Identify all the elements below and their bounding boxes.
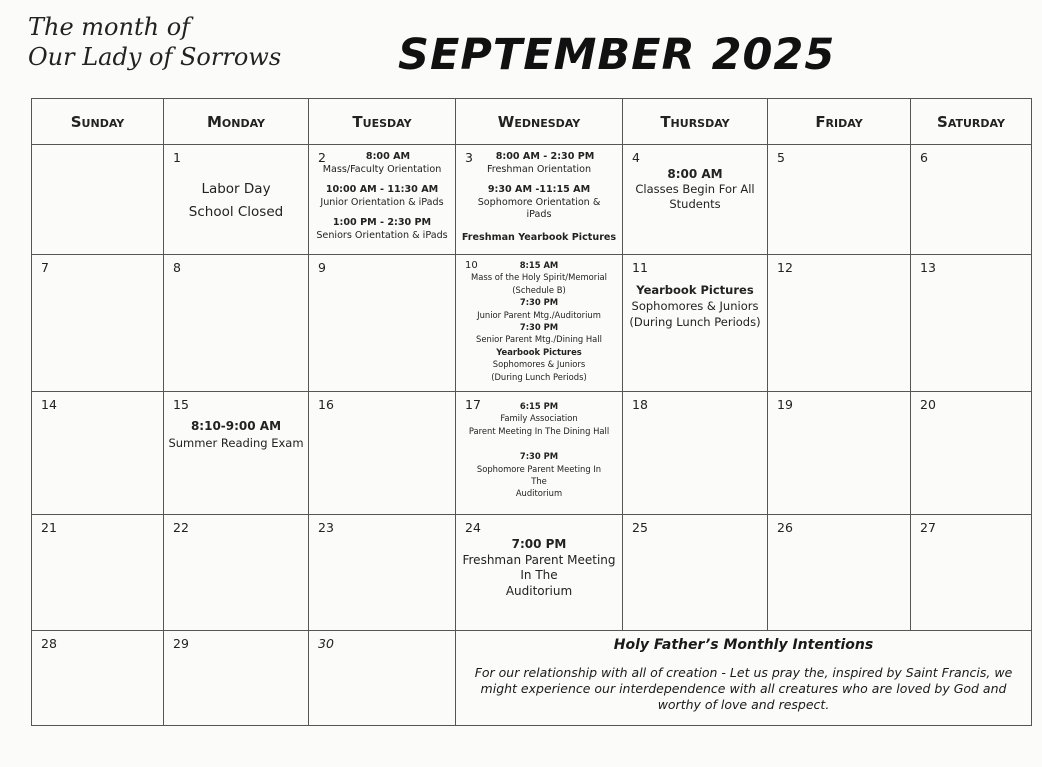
day-cell-10 (456, 255, 623, 392)
day-cell-30 (309, 631, 456, 726)
day-cell-18 (623, 392, 768, 515)
day-cell-29 (164, 631, 309, 726)
day-number: 3 (465, 150, 473, 165)
event-text: Junior Orientation & iPads (320, 196, 444, 208)
day-number: 10 (465, 260, 478, 271)
day-cell-16 (309, 392, 456, 515)
day-number: 4 (632, 150, 640, 165)
day-number: 5 (777, 150, 785, 165)
day-number: 22 (173, 520, 189, 535)
intentions-title: Holy Father’s Monthly Intentions (613, 637, 874, 653)
weekday-thursday: Thursday (623, 99, 768, 145)
day-cell-5 (768, 145, 911, 255)
calendar-title: SEPTEMBER 2025 (398, 30, 836, 80)
weekday-saturday: Saturday (911, 99, 1032, 145)
event-text: The (531, 476, 547, 487)
day-number: 8 (173, 260, 181, 275)
event-labor-day (164, 145, 308, 224)
day-number: 21 (41, 520, 57, 535)
subtitle-line-1: The month of (28, 13, 191, 41)
event-time: 6:15 PM (519, 401, 559, 411)
day-cell-15 (164, 392, 309, 515)
event-title: Yearbook Pictures (636, 283, 754, 297)
event-time: 10:00 AM - 11:30 AM (325, 184, 439, 195)
event-text: Senior Parent Mtg./Dining Hall (476, 334, 602, 345)
day-number: 16 (318, 397, 334, 412)
event-text: Sophomore Orientation & iPads (477, 196, 601, 220)
event-time: 1:00 PM - 2:30 PM (332, 217, 432, 228)
weekday-monday: Monday (164, 99, 309, 145)
day-number: 9 (318, 260, 326, 275)
day-cell-19 (768, 392, 911, 515)
event-time: 9:30 AM -11:15 AM (487, 184, 591, 195)
event-text: In The (520, 568, 558, 582)
day-events (623, 145, 767, 212)
day-number: 12 (777, 260, 793, 275)
week-row-1 (32, 145, 1032, 255)
event-time: Freshman Yearbook Pictures (461, 231, 617, 243)
event-text: Auditorium (515, 488, 563, 499)
week-row-4 (32, 515, 1032, 631)
day-number: 27 (920, 520, 936, 535)
day-events (456, 255, 622, 383)
day-number: 26 (777, 520, 793, 535)
event-text: Mass of the Holy Spirit/Memorial (471, 272, 607, 283)
weekday-wednesday: Wednesday (456, 99, 623, 145)
event-time: Yearbook Pictures (496, 346, 582, 357)
event-text: Mass/Faculty Orientation (322, 163, 442, 175)
event-time: 7:30 PM (519, 451, 559, 462)
day-cell-25 (623, 515, 768, 631)
day-number: 24 (465, 520, 481, 535)
day-number: 1 (173, 150, 181, 165)
event-text: Junior Parent Mtg./Auditorium (477, 309, 601, 320)
event-text: Freshman Orientation (486, 163, 592, 175)
event-time: 8:00 AM (667, 167, 723, 181)
week-row-5 (32, 631, 1032, 726)
day-cell-27 (911, 515, 1032, 631)
day-cell-22 (164, 515, 309, 631)
day-cell-9 (309, 255, 456, 392)
day-cell-6 (911, 145, 1032, 255)
day-number: 13 (920, 260, 936, 275)
day-number: 30 (318, 636, 334, 651)
day-cell-26 (768, 515, 911, 631)
event-text: Classes Begin For All Students (635, 182, 755, 211)
day-cell-14 (32, 392, 164, 515)
day-cell-4 (623, 145, 768, 255)
event-text: Auditorium (505, 583, 573, 598)
day-cell-8 (164, 255, 309, 392)
weekday-tuesday: Tuesday (309, 99, 456, 145)
event-time: 8:10-9:00 AM (190, 419, 282, 433)
event-time: 8:00 AM - 2:30 PM (495, 151, 595, 162)
monthly-intentions (456, 631, 1032, 726)
event-time: 7:00 PM (511, 537, 567, 551)
day-cell-13 (911, 255, 1032, 392)
event-text: Freshman Parent Meeting (462, 552, 616, 567)
day-number: 29 (173, 636, 189, 651)
day-number: 25 (632, 520, 648, 535)
week-row-3 (32, 392, 1032, 515)
day-number: 20 (920, 397, 936, 412)
event-text: (Schedule B) (512, 284, 566, 295)
day-number: 15 (173, 397, 189, 412)
day-cell-12 (768, 255, 911, 392)
day-number: 7 (41, 260, 49, 275)
day-events (456, 145, 622, 244)
weekday-sunday: Sunday (32, 99, 164, 145)
event-text: (During Lunch Periods) (629, 315, 761, 329)
event-time: 7:30 PM (519, 297, 559, 308)
day-number: 2 (318, 150, 326, 165)
event-time: 7:30 PM (519, 322, 559, 333)
event-text: Family Association (500, 413, 578, 424)
day-number: 11 (632, 260, 648, 275)
day-cell-1 (164, 145, 309, 255)
event-text: Sophomore Parent Meeting In (476, 463, 602, 474)
week-row-2 (32, 255, 1032, 392)
intentions-body: For our relationship with all of creation - Let us pray the, inspired by Saint Francis, we might experience our interdependence with all creatures who are loved by God and worthy of love and respect. (474, 665, 1013, 712)
day-number: 28 (41, 636, 57, 651)
day-cell-2 (309, 145, 456, 255)
day-cell-24 (456, 515, 623, 631)
subtitle-line-2: Our Lady of Sorrows (28, 43, 282, 71)
weekday-header-row (32, 99, 1032, 145)
event-time: 8:15 AM (519, 260, 559, 270)
day-cell-23 (309, 515, 456, 631)
day-cell-20 (911, 392, 1032, 515)
day-number: 18 (632, 397, 648, 412)
event-text: Sophomores & Juniors (492, 359, 586, 370)
event-text: Labor Day (201, 181, 271, 197)
event-text: Parent Meeting In The Dining Hall (468, 425, 610, 436)
day-number: 19 (777, 397, 793, 412)
day-cell-empty (32, 145, 164, 255)
day-number: 6 (920, 150, 928, 165)
day-cell-7 (32, 255, 164, 392)
day-cell-11 (623, 255, 768, 392)
day-cell-17 (456, 392, 623, 515)
day-cell-21 (32, 515, 164, 631)
event-text: School Closed (188, 204, 284, 220)
day-number: 17 (465, 397, 481, 412)
event-time: 8:00 AM (365, 151, 411, 162)
weekday-friday: Friday (768, 99, 911, 145)
event-text: Seniors Orientation & iPads (316, 229, 448, 241)
day-events (309, 145, 455, 242)
calendar-subtitle (28, 12, 281, 72)
calendar-grid (31, 98, 1032, 726)
day-number: 14 (41, 397, 57, 412)
day-number: 23 (318, 520, 334, 535)
day-cell-28 (32, 631, 164, 726)
event-text: Summer Reading Exam (168, 436, 304, 450)
event-text: Sophomores & Juniors (631, 299, 759, 313)
day-cell-3 (456, 145, 623, 255)
event-text: (During Lunch Periods) (491, 371, 587, 382)
